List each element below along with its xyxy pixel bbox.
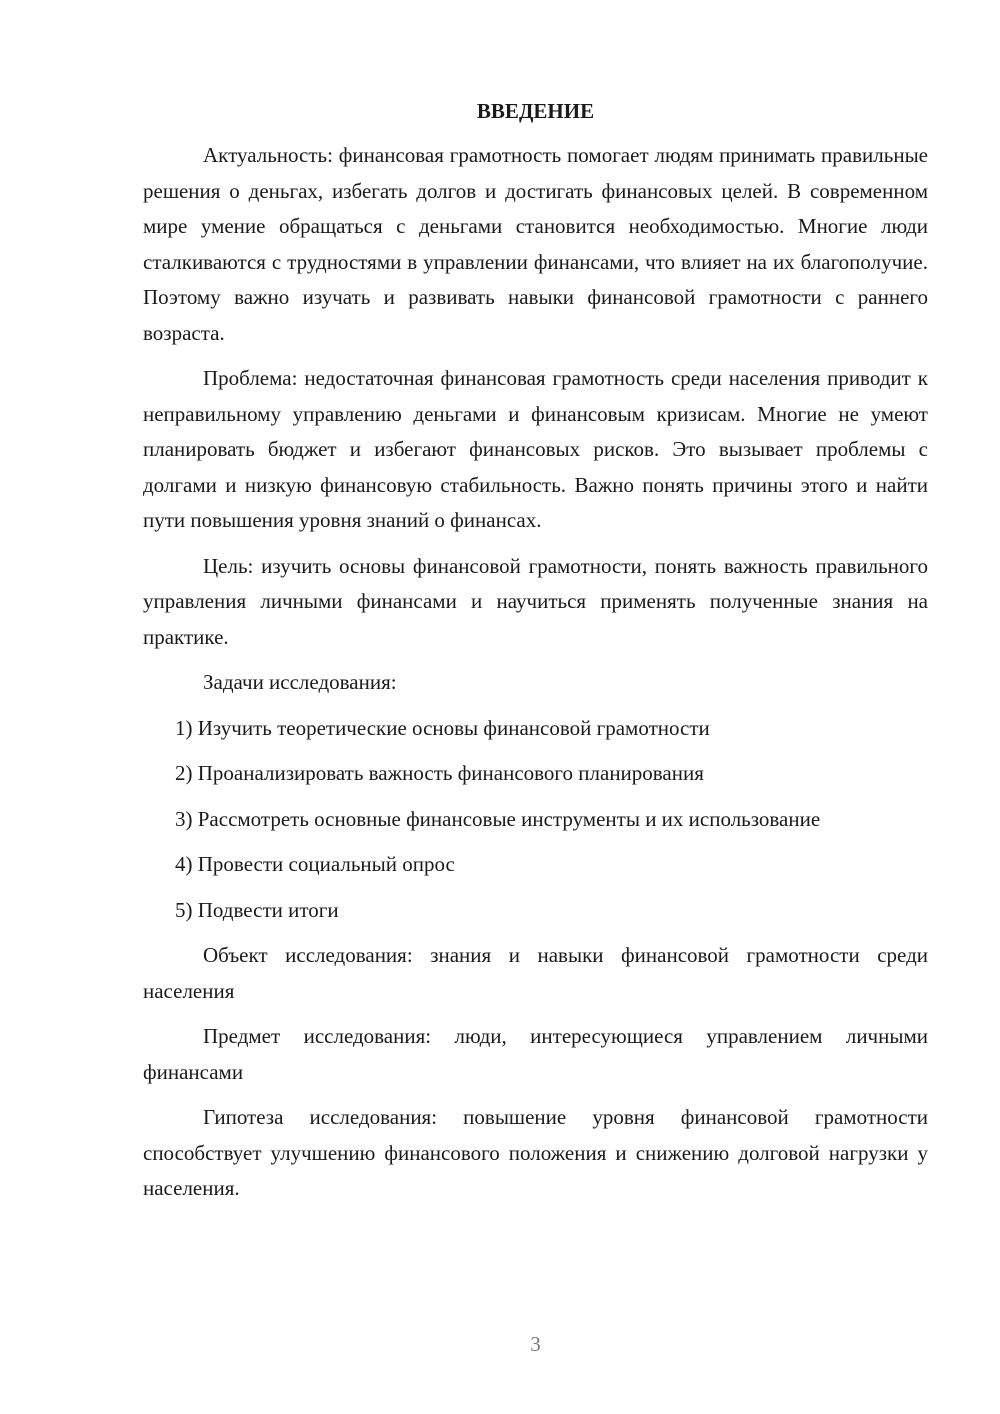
page-number: 3	[530, 1332, 541, 1356]
task-item-3: 3) Рассмотреть основные финансовые инструменты и их использование	[175, 806, 821, 831]
paragraph-tasks-heading: Задачи исследования:	[203, 670, 397, 694]
task-item-4: 4) Провести социальный опрос	[175, 852, 455, 876]
page-title: ВВЕДЕНИЕ	[476, 99, 595, 123]
task-item-2: 2) Проанализировать важность финансового планирования	[175, 761, 704, 785]
paragraph-relevance: Актуальность: финансовая грамотность помогает людям принимать правильные решения о деньгах, избегать долгов и достигать финансовых целей. В современном мире умение обращаться с деньгами становится необходимостью. Многие люди сталкиваются с трудностями в управлении финансами, что влияет на их благополучие. Поэтому важно изучать и развивать навыки финансовой грамотности с раннего возраста.	[143, 143, 928, 345]
paragraph-hypothesis: Гипотеза исследования: повышение уровня финансовой грамотности способствует улучшению финансового положения и снижению долговой нагрузки у населения.	[143, 1105, 928, 1200]
paragraph-problem: Проблема: недостаточная финансовая грамотность среди населения приводит к неправильному управлению деньгами и финансовым кризисам. Многие не умеют планировать бюджет и избегают финансовых рисков. Это вызывает проблемы с долгами и низкую финансовую стабильность. Важно понять причины этого и найти пути повышения уровня знаний о финансах.	[143, 366, 928, 532]
task-item-1: 1) Изучить теоретические основы финансовой грамотности	[175, 715, 710, 740]
paragraph-subject: Предмет исследования: люди, интересующиеся управлением личными финансами	[143, 1024, 928, 1084]
document-page	[143, 96, 928, 1217]
paragraph-goal: Цель: изучить основы финансовой грамотности, понять важность правильного управления личными финансами и научиться применять полученные знания на практике.	[143, 553, 928, 649]
task-item-5: 5) Подвести итоги	[175, 897, 339, 922]
paragraph-object: Объект исследования: знания и навыки финансовой грамотности среди населения	[143, 943, 928, 1003]
